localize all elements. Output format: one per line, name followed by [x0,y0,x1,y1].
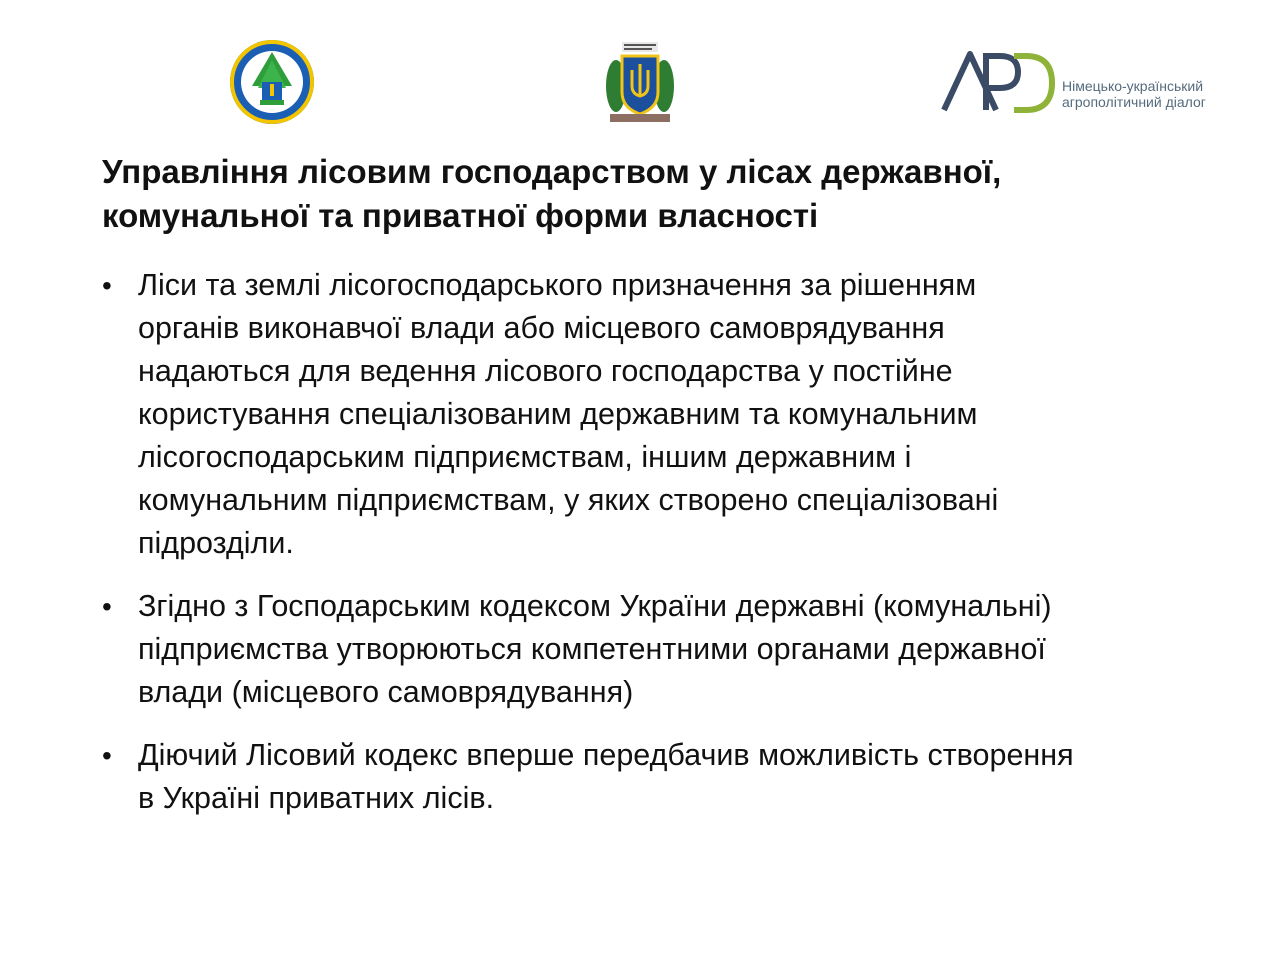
apd-caption-line2: агрополітичний діалог [1062,94,1206,110]
slide-title-line1: Управління лісовим господарством у лісах державної, [102,153,1002,190]
bullet-line: Діючий Лісовий кодекс вперше передбачив можливість створення [138,738,1074,772]
bullet-line: комунальним підприємствам, у яких створено спеціалізовані [138,483,999,517]
bullet-item [102,734,1242,820]
slide-title-line2: комунальної та приватної форми власності [102,197,819,234]
bullet-line: Згідно з Господарським кодексом України державні (комунальні) [138,589,1052,623]
bullet-marker: • [102,270,112,301]
slide-title [102,150,1222,238]
bullet-line: Ліси та землі лісогосподарського призначення за рішенням [138,268,977,302]
bullet-line: підприємства утворюються компетентними органами державної [138,632,1046,666]
bullet-line: в Україні приватних лісів. [138,781,495,815]
bullet-item [102,585,1242,714]
bullet-marker: • [102,591,112,622]
bullet-line: лісогосподарським підприємствам, іншим державним і [138,440,912,474]
bullet-marker: • [102,740,112,771]
bullet-line: влади (місцевого самоврядування) [138,675,634,709]
bullet-item [102,264,1242,565]
bullet-line: користування спеціалізованим державним та комунальним [138,397,978,431]
bullet-line: органів виконавчої влади або місцевого самоврядування [138,311,945,345]
logo-row [0,0,1280,140]
bullet-line: надаються для ведення лісового господарства у постійне [138,354,953,388]
ukrainian-crest-logo [600,40,680,124]
apd-caption-line1: Німецько-український [1062,78,1204,94]
apd-logo [940,48,1220,122]
bullet-line: підрозділи. [138,526,294,560]
apd-caption [1062,78,1206,110]
bullet-list [102,264,1242,840]
university-seal-logo [228,38,316,126]
